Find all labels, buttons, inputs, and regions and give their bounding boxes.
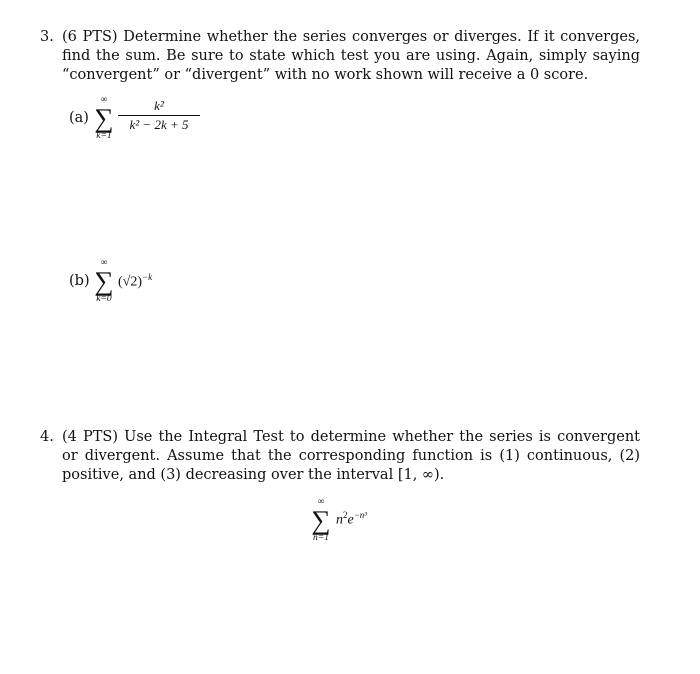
sigma-icon: ∑ (94, 103, 114, 133)
problem-4-summation (309, 497, 333, 543)
term-exponent: −n³ (353, 510, 367, 520)
term-power: 2 (343, 510, 348, 520)
part-a-sum-upper: ∞ (100, 95, 108, 105)
problem-4 (40, 428, 640, 485)
problem-4-sum-upper: ∞ (317, 497, 325, 507)
part-a-numerator: k² (154, 98, 164, 113)
part-a-label: (a) (69, 110, 89, 126)
part-a-summation (92, 95, 116, 141)
part-a-sum-lower: k=1 (96, 131, 112, 141)
part-b-base: (√2) (118, 274, 143, 290)
part-b-label: (b) (69, 273, 90, 289)
sigma-icon: ∑ (311, 505, 331, 535)
problem-4-sum-lower: n=1 (313, 533, 329, 543)
sigma-icon: ∑ (94, 266, 114, 296)
term-base: n (336, 512, 343, 528)
problem-4-term (336, 510, 367, 529)
problem-4-text: (4 PTS) Use the Integral Test to determine whether the series is convergent or divergent. Assume that the corresponding function is (1) continuous, (2) positive, and (3) decreasing over the interval [1, ∞). (62, 429, 640, 483)
problem-3-text: (6 PTS) Determine whether the series converges or diverges. If it converges, find the sum. Be sure to state which test you are using. Again, simply saying “convergent” or “divergent” with no work shown will receive a 0 score. (62, 29, 640, 83)
part-a-fraction (118, 98, 200, 133)
part-b-sum-lower: k=0 (96, 294, 112, 304)
part-b-exponent: −k (142, 272, 153, 282)
problem-3 (40, 28, 640, 85)
problem-4-number: 4. (40, 429, 54, 445)
term-exp-base: e (347, 512, 354, 528)
part-a-denominator: k² − 2k + 5 (129, 117, 189, 132)
problem-3-number: 3. (40, 29, 54, 45)
fraction-bar (118, 115, 200, 116)
part-b-sum-upper: ∞ (100, 258, 108, 268)
part-b-term (118, 272, 152, 291)
part-b-summation (92, 258, 116, 304)
